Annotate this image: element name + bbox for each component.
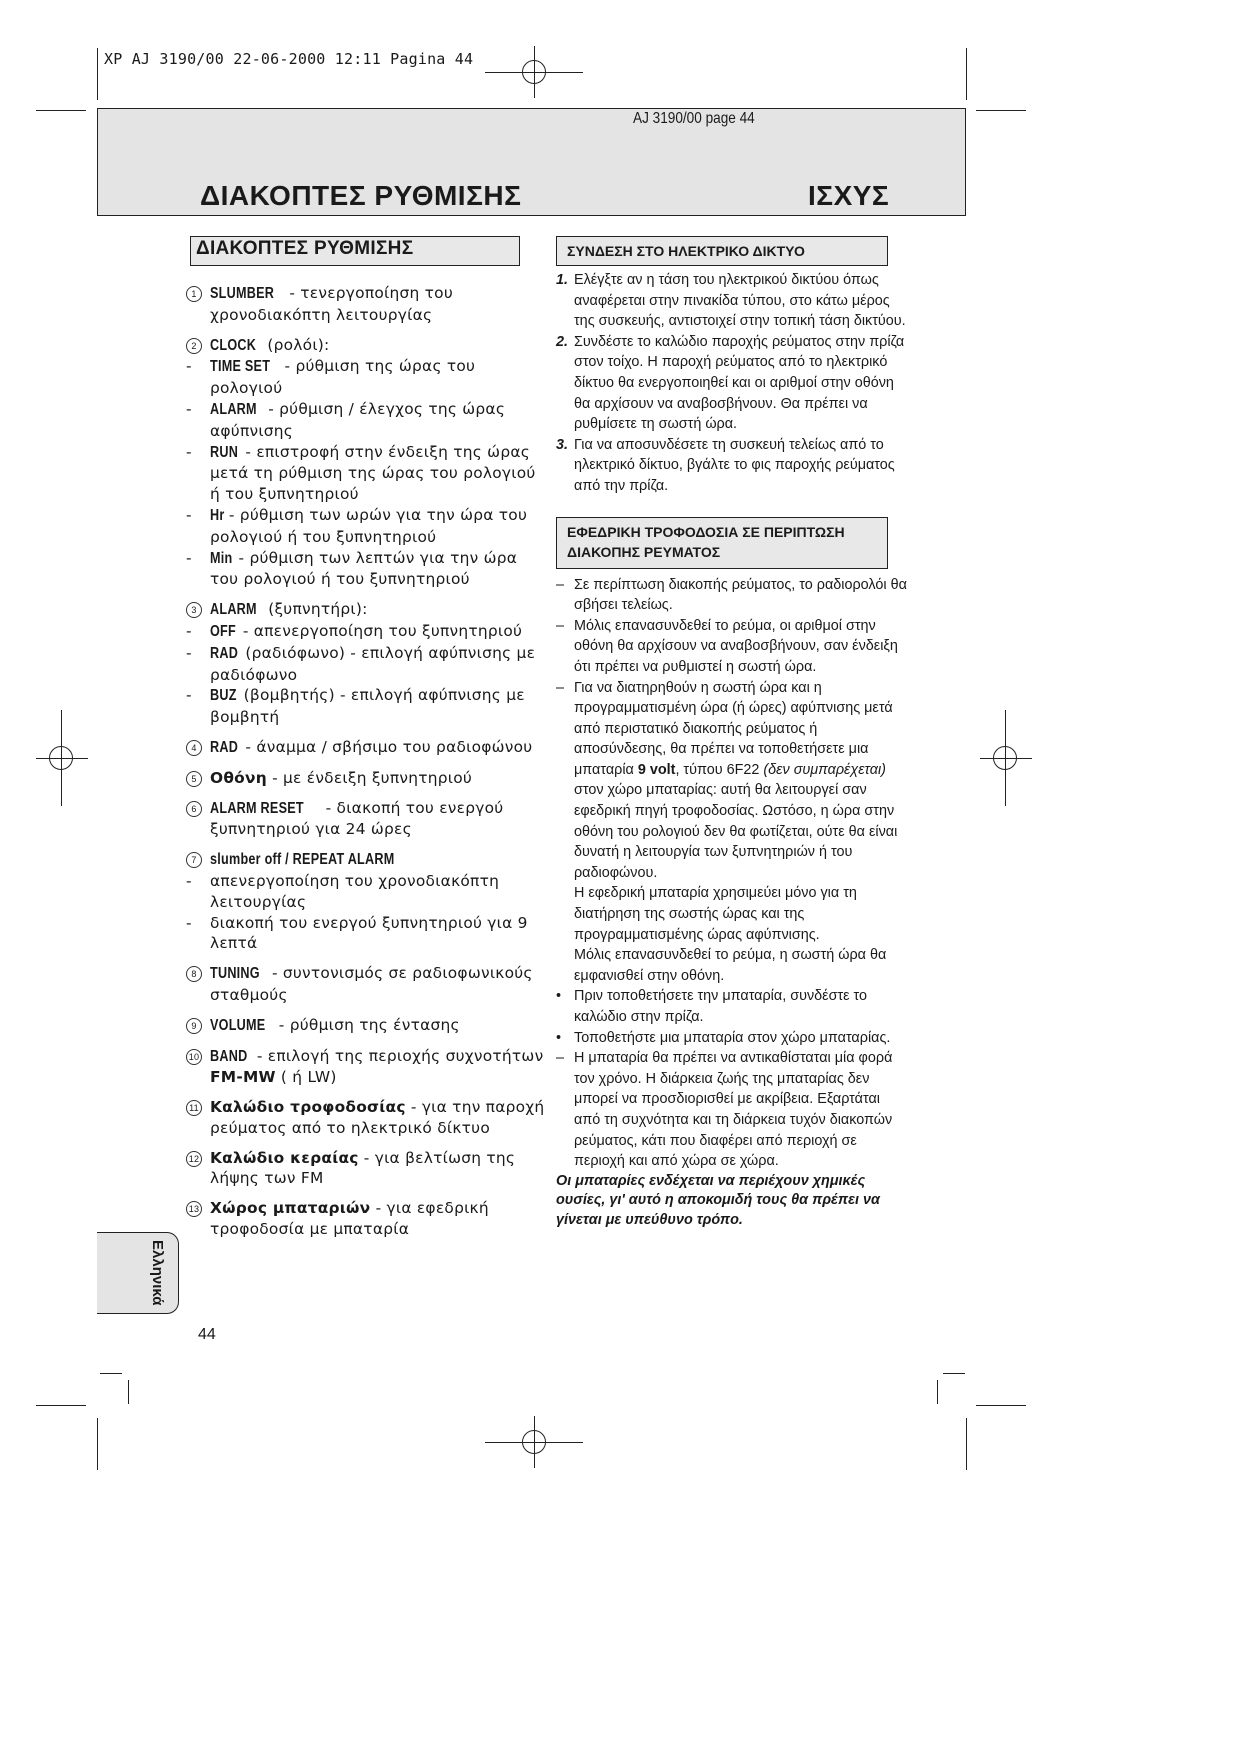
control-key: Καλώδιο κεραίας	[210, 1148, 359, 1167]
crop-mark	[937, 1380, 938, 1404]
control-key: SLUMBER	[210, 285, 275, 302]
control-desc: (ξυπνητήρι):	[263, 600, 368, 619]
step-text: Συνδέστε το καλώδιο παροχής ρεύματος στην πρίζα στον τοίχο. Η παροχή ρεύματος από το ηλεκτρικό δίκτυο θα ενεργοποιηθεί και οι αριθμοί στην οθόνη θα αρχίσουν να αναβοσβήνουν. Θα πρέπει να ρυθμίσετε τη σωστή ώρα.	[574, 333, 905, 433]
registration-mark	[993, 746, 1017, 770]
dash: -	[186, 505, 192, 524]
list-item	[186, 599, 546, 621]
item-number: 12	[186, 1151, 202, 1167]
control-desc: - συντονισμός σε ραδιοφωνικούς σταθμούς	[210, 964, 533, 1004]
sub-item	[186, 685, 546, 728]
crop-mark	[97, 1418, 98, 1470]
control-key: Χώρος μπαταριών	[210, 1199, 371, 1218]
sub-item	[186, 505, 546, 548]
section-heading-backup: ΕΦΕΔΡΙΚΗ ΤΡΟΦΟΔΟΣΙΑ ΣΕ ΠΕΡΙΠΤΩΣΗ ΔΙΑΚΟΠΗΣ ΡΕΥΜΑΤΟΣ	[556, 517, 888, 569]
control-desc: - διακοπή του ενεργού ξυπνητηριού για 24 ώρες	[210, 798, 504, 839]
list-item	[186, 1046, 546, 1089]
bullet-icon: •	[556, 988, 562, 1005]
language-tab	[97, 1232, 179, 1314]
dash: -	[186, 686, 192, 705]
list-item	[186, 798, 546, 841]
note-text: Πριν τοποθετήσετε την μπαταρία, συνδέστε το καλώδιο στην πρίζα.	[574, 988, 868, 1025]
band-range-extra: ( ή LW)	[275, 1068, 337, 1087]
control-desc: (ραδιόφωνο) - επιλογή αφύπνισης με ραδιόφωνο	[210, 643, 536, 684]
control-desc: - ρύθμιση των ωρών για την ώρα του ρολογιού ή του ξυπνητηριού	[210, 505, 528, 546]
power-section	[556, 236, 908, 1230]
control-desc: απενεργοποίηση του χρονοδιακόπτη λειτουργίας	[210, 871, 500, 911]
item-number: 2	[186, 338, 202, 354]
control-desc: (βομβητής) - επιλογή αφύπνισης με βομβητή	[210, 686, 525, 727]
list-item	[186, 849, 546, 871]
control-desc: - για εφεδρική τροφοδοσία με μπαταρία	[210, 1199, 489, 1239]
control-desc: - ρύθμιση της έντασης	[273, 1015, 460, 1034]
control-key: CLOCK	[210, 336, 257, 354]
control-desc: - επιστροφή στην ένδειξη της ώρας μετά τη ρύθμιση της ώρας του ρολογιού ή του ξυπνητηριού	[210, 442, 536, 504]
dash: -	[186, 871, 192, 890]
page-code: AJ 3190/00 page 44	[633, 110, 755, 127]
note-marker: –	[556, 679, 565, 696]
crop-mark	[36, 1405, 86, 1406]
section-heading-mains: ΣΥΝΔΕΣΗ ΣΤΟ ΗΛΕΚΤΡΙΚΟ ΔΙΚΤΥΟ	[556, 236, 888, 266]
item-number: 4	[186, 740, 202, 756]
crop-mark	[966, 48, 967, 100]
list-item	[186, 1015, 546, 1037]
sub-item	[186, 871, 546, 913]
control-key: ALARM RESET	[210, 799, 304, 817]
item-number: 3	[186, 602, 202, 618]
item-number: 10	[186, 1049, 202, 1065]
control-desc: - επιλογή της περιοχής συχνοτήτων	[251, 1046, 544, 1065]
note-marker: –	[556, 617, 565, 634]
control-key: ALARM	[210, 400, 257, 418]
item-number: 13	[186, 1201, 202, 1217]
control-key: RAD	[210, 738, 239, 756]
backup-notes	[556, 575, 908, 1172]
sub-item	[186, 399, 546, 442]
dash: -	[186, 442, 192, 461]
bullet-icon: •	[556, 1029, 562, 1046]
note-item	[556, 1028, 908, 1049]
sub-item	[186, 548, 546, 591]
list-item	[186, 1097, 546, 1139]
list-item	[186, 1148, 546, 1190]
control-key: slumber off / REPEAT ALARM	[210, 851, 395, 869]
note-text: Η μπαταρία θα πρέπει να αντικαθίσταται μία φορά τον χρόνο. Η διάρκεια ζωής της μπαταρίας δεν μπορεί να προσδιορισθεί με ακρίβεια. Εξαρτάται από τη συχνότητα και τη διάρκεια τυχόν διακοπών ρεύματος, κάτι που διαφέρει από περιοχή σε περιοχή και από χώρα σε χώρα.	[574, 1050, 893, 1170]
registration-mark	[522, 1430, 546, 1454]
alarm-group	[186, 599, 546, 728]
control-key: RAD	[210, 644, 239, 662]
crop-mark	[97, 48, 98, 100]
control-desc: διακοπή του ενεργού ξυπνητηριού για 9 λεπτά	[210, 913, 528, 953]
control-key: VOLUME	[210, 1016, 266, 1034]
page-title-right: ΙΣΧΥΣ	[808, 180, 890, 211]
list-item	[186, 768, 546, 789]
step-item	[556, 332, 908, 435]
list-item	[186, 335, 546, 357]
item-number: 1	[186, 286, 202, 302]
control-desc: - ρύθμιση της ώρας του ρολογιού	[210, 357, 476, 398]
note-item	[556, 1048, 908, 1172]
control-key: TUNING	[210, 965, 260, 983]
note-text: Σε περίπτωση διακοπής ρεύματος, το ραδιορολόι θα σβήσει τελείως.	[574, 576, 907, 614]
registration-mark	[522, 60, 546, 84]
note-marker: –	[556, 1050, 565, 1067]
dash: -	[186, 913, 192, 932]
note-text: Για να διατηρηθούν η σωστή ώρα και η προγραμματισμένη ώρα (ή ώρες) αφύπνισης μετά από περιστατικό διακοπής ρεύματος ή αποσύνδεσης, θα πρέπει να τοποθετήσετε μια μπαταρία	[574, 679, 893, 778]
battery-voltage: 9 volt	[637, 761, 676, 778]
page-number: 44	[198, 1326, 216, 1343]
crop-mark	[36, 110, 86, 111]
note-item	[556, 575, 908, 616]
crop-mark	[100, 1373, 122, 1374]
controls-list	[186, 283, 546, 1249]
crop-mark	[976, 110, 1026, 111]
step-number: 1.	[556, 272, 569, 288]
control-desc: - για βελτίωση της λήψης των FM	[210, 1148, 516, 1188]
page-title: ΔΙΑΚΟΠΤΕΣ ΡΥΘΜΙΣΗΣ	[200, 180, 522, 211]
sub-item	[186, 621, 546, 643]
sub-item	[186, 356, 546, 399]
note-text: , τύπου 6F22	[675, 761, 764, 778]
item-number: 9	[186, 1018, 202, 1034]
language-label: Ελληνικά	[149, 1240, 166, 1306]
slumber-group	[186, 849, 546, 954]
clock-group	[186, 335, 546, 591]
sub-item	[186, 913, 546, 955]
step-text: Για να αποσυνδέσετε τη συσκευή τελείως από το ηλεκτρικό δίκτυο, βγάλτε το φις παροχής ρεύματος από την πρίζα.	[574, 436, 895, 494]
item-number: 7	[186, 852, 202, 868]
note-text: Τοποθετήστε μια μπαταρία στον χώρο μπαταρίας.	[574, 1029, 891, 1046]
registration-mark	[49, 746, 73, 770]
item-number: 11	[186, 1100, 202, 1116]
section-heading-controls: ΔΙΑΚΟΠΤΕΣ ΡΥΘΜΙΣΗΣ	[190, 236, 520, 266]
step-item	[556, 270, 908, 332]
note-text: Μόλις επανασυνδεθεί το ρεύμα, οι αριθμοί στην οθόνη θα αρχίσουν να αναβοσβήνουν, σαν ένδειξη ότι πρέπει να ρυθμιστεί η σωστή ώρα.	[574, 617, 898, 675]
control-desc: - άναμμα / σβήσιμο του ραδιοφώνου	[240, 737, 533, 756]
control-key: OFF	[210, 622, 236, 640]
control-desc: (ρολόι):	[262, 335, 330, 354]
dash: -	[186, 548, 192, 567]
dash: -	[186, 399, 192, 418]
note-italic: (δεν συμπαρέχεται)	[763, 761, 886, 778]
control-desc: - ρύθμιση / έλεγχος της ώρας αφύπνισης	[210, 399, 506, 440]
control-key: TIME SET	[210, 358, 271, 376]
control-key: RUN	[210, 443, 239, 461]
step-item	[556, 435, 908, 497]
item-number: 5	[186, 771, 202, 787]
item-number: 8	[186, 966, 202, 982]
list-item	[186, 963, 546, 1006]
control-desc: - ρύθμιση των λεπτών για την ώρα του ρολογιού ή του ξυπνητηριού	[210, 548, 518, 589]
note-paragraph: Η εφεδρική μπαταρία χρησιμεύει μόνο για τη διατήρηση της σωστής ώρας και της προγραμματισμένης ώρας αφύπνισης.	[574, 885, 857, 943]
crop-mark	[128, 1380, 129, 1404]
note-item	[556, 616, 908, 678]
dash: -	[186, 643, 192, 662]
step-text: Ελέγξτε αν η τάση του ηλεκτρικού δικτύου όπως αναφέρεται στην πινακίδα τύπου, στο κάτω μέρος της συσκευής, αντιστοιχεί στην τοπική τάση δικτύου.	[574, 272, 906, 330]
control-key: Οθόνη	[210, 768, 267, 787]
crop-mark	[943, 1373, 965, 1374]
control-desc: - για την παροχή ρεύματος από το ηλεκτρικό δίκτυο	[210, 1098, 545, 1137]
note-item	[556, 986, 908, 1027]
item-number: 6	[186, 801, 202, 817]
list-item	[186, 737, 546, 759]
crop-mark	[976, 1405, 1026, 1406]
note-paragraph: Μόλις επανασυνδεθεί το ρεύμα, η σωστή ώρα θα εμφανισθεί στην οθόνη.	[574, 947, 887, 984]
list-item	[186, 1198, 546, 1240]
dash: -	[186, 357, 192, 376]
control-desc: - με ένδειξη ξυπνητηριού	[266, 768, 473, 787]
sub-item	[186, 643, 546, 686]
control-key: ALARM	[210, 601, 257, 619]
control-key: BUZ	[210, 687, 237, 705]
control-key: Min	[210, 549, 233, 567]
list-item	[186, 283, 546, 326]
note-text: στον χώρο μπαταρίας: αυτή θα λειτουργεί σαν εφεδρική πηγή τροφοδοσίας. Ωστόσο, η ώρα στην οθόνη του ρολογιού δεν θα φωτίζεται, ούτε θα είναι δυνατή η λειτουργία των ξυπνητηριών ή του ραδιοφώνου.	[574, 782, 898, 881]
band-range: FM-MW	[210, 1068, 276, 1087]
control-desc: - απενεργοποίηση του ξυπνητηριού	[237, 621, 523, 640]
dash: -	[186, 621, 192, 640]
step-number: 2.	[556, 333, 569, 350]
note-item	[556, 678, 908, 987]
control-key: Καλώδιο τροφοδοσίας	[210, 1098, 406, 1117]
crop-mark	[966, 1418, 967, 1470]
control-desc: - τενεργοποίηση του χρονοδιακόπτη λειτουργίας	[210, 284, 453, 324]
note-marker: –	[556, 576, 565, 593]
control-key: BAND	[210, 1047, 248, 1065]
print-info: XP AJ 3190/00 22-06-2000 12:11 Pagina 44	[104, 50, 474, 68]
control-key: Hr	[210, 506, 225, 524]
mains-steps	[556, 270, 908, 497]
sub-item	[186, 442, 546, 505]
disposal-warning: Οι μπαταρίες ενδέχεται να περιέχουν χημικές ουσίες, γι' αυτό η αποκομιδή τους θα πρέπει να γίνεται με υπεύθυνο τρόπο.	[556, 1172, 880, 1228]
step-number: 3.	[556, 436, 569, 453]
